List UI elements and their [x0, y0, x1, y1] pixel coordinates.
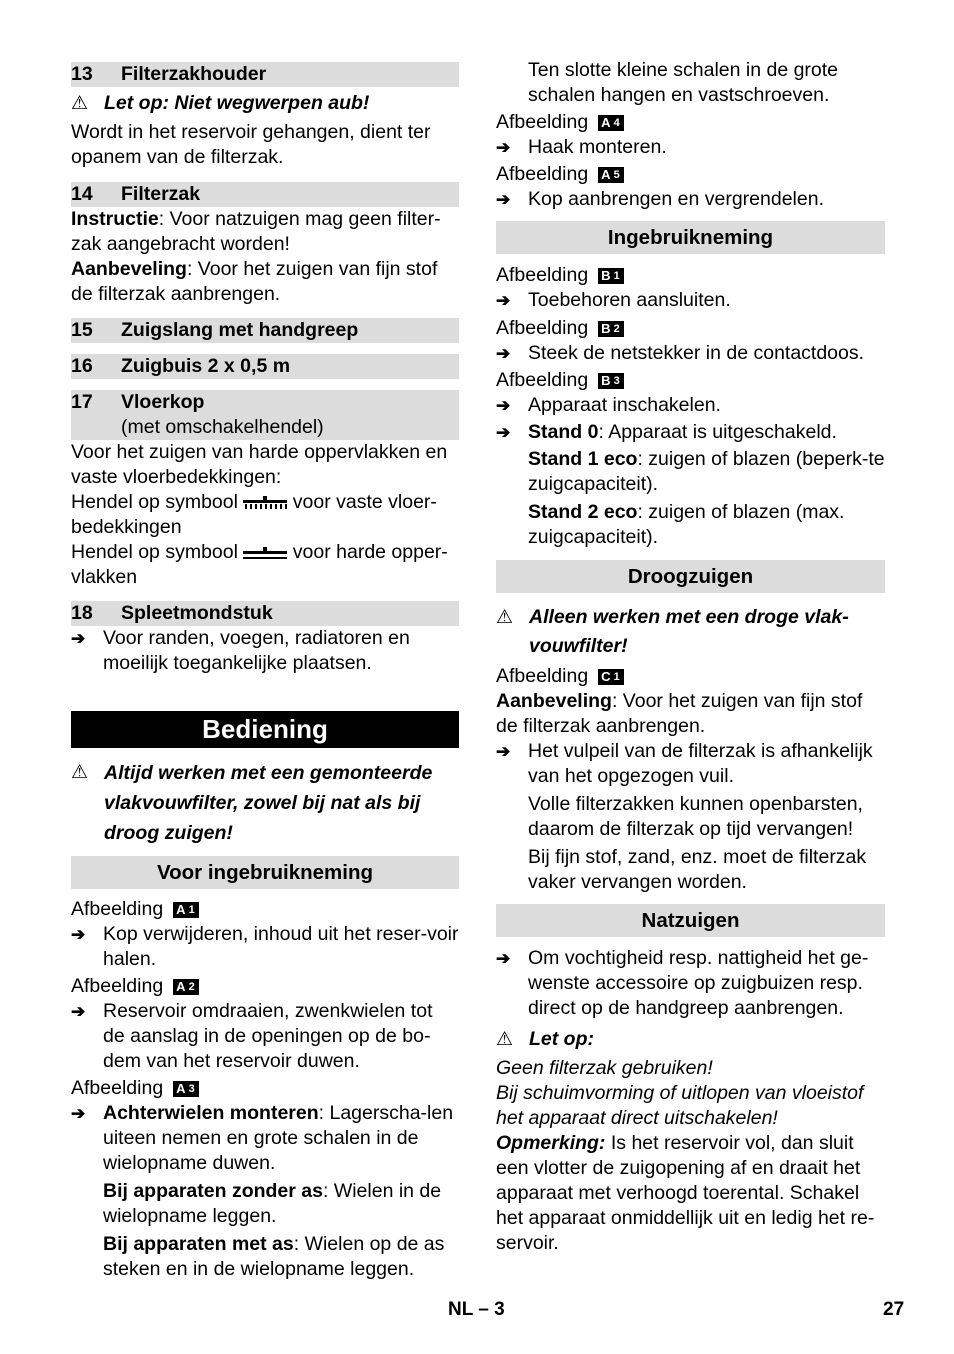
paragraph — [496, 447, 885, 497]
paragraph — [496, 1131, 885, 1256]
list-item — [496, 341, 885, 366]
text: voor harde opper-vlakken — [71, 541, 448, 588]
badge-number: 1 — [188, 903, 196, 916]
subsection-title: Voor ingebruikneming — [71, 856, 459, 889]
figure-label: Afbeelding — [71, 975, 164, 997]
text: : zuigen of blazen (beperk-te zuigcapaciteit). — [528, 448, 885, 495]
paragraph — [496, 500, 885, 550]
subsection-title: Natzuigen — [496, 904, 885, 937]
arrow-right-icon: ➔ — [496, 344, 511, 363]
carpet-symbol-icon — [243, 496, 287, 510]
section-number: 17 — [71, 391, 93, 413]
list-item — [496, 946, 885, 1021]
section-title: Spleetmondstuk — [121, 602, 273, 624]
figure-label: Afbeelding — [71, 1077, 164, 1099]
text: Om vochtigheid resp. nattigheid het ge-wenste accessoire op zuigbuizen resp. direct op de handgreep aanbrengen. — [528, 947, 869, 1019]
badge-number: 1 — [613, 670, 621, 683]
text: Kop verwijderen, inhoud uit het reser-voir halen. — [103, 923, 459, 970]
section-header-16 — [71, 354, 459, 379]
figure-reference — [71, 897, 459, 922]
badge-letter: A — [601, 166, 612, 182]
paragraph: Geen filterzak gebruiken! — [496, 1057, 713, 1079]
section-number: 14 — [71, 183, 93, 205]
arrow-right-icon: ➔ — [496, 190, 511, 209]
text: : Apparaat is uitgeschakeld. — [598, 421, 837, 443]
arrow-right-icon: ➔ — [71, 1002, 86, 1021]
text: : Voor het zuigen van fijn stof de filterzak aanbrengen. — [71, 258, 438, 305]
badge-letter: B — [601, 372, 612, 388]
figure-label: Afbeelding — [496, 369, 589, 391]
list-item — [71, 626, 459, 676]
warning-note — [496, 1027, 885, 1052]
warning-text: Let op: — [529, 1028, 594, 1050]
figure-badge — [598, 167, 624, 183]
section-title: Vloerkop — [121, 391, 205, 413]
section-header-18 — [71, 601, 459, 626]
arrow-right-icon: ➔ — [71, 1104, 86, 1123]
figure-badge — [598, 115, 624, 131]
figure-badge — [173, 1081, 199, 1097]
arrow-right-icon: ➔ — [496, 949, 511, 968]
list-item — [496, 739, 885, 789]
warning-note — [71, 758, 459, 848]
figure-label: Afbeelding — [496, 111, 589, 133]
list-item — [496, 288, 885, 313]
text: Haak monteren. — [528, 136, 667, 158]
section-title: Zuigslang met handgreep — [121, 319, 359, 341]
badge-number: 4 — [613, 116, 621, 129]
badge-letter: C — [601, 668, 612, 684]
figure-label: Afbeelding — [496, 665, 589, 687]
text: voor vaste vloer-bedekkingen — [71, 491, 437, 538]
section-header-14 — [71, 182, 459, 207]
paragraph: Bij schuimvorming of uitlopen van vloeistof het apparaat direct uitschakelen! — [496, 1082, 864, 1129]
right-column — [496, 58, 885, 1256]
badge-letter: A — [176, 978, 187, 994]
arrow-right-icon: ➔ — [71, 925, 86, 944]
badge-number: 3 — [613, 374, 621, 387]
bold-label: Aanbeveling — [71, 258, 187, 280]
bold-label: Opmerking: — [496, 1132, 606, 1154]
text: : Voor het zuigen van fijn stof de filterzak aanbrengen. — [496, 690, 863, 737]
figure-reference — [496, 162, 885, 187]
subsection-title: Ingebruikneming — [496, 221, 885, 254]
figure-label: Afbeelding — [496, 264, 589, 286]
paragraph — [71, 1232, 459, 1282]
subsection-title: Droogzuigen — [496, 560, 885, 593]
figure-reference — [496, 263, 885, 288]
paragraph: Wordt in het reservoir gehangen, dient ter opanem van de filterzak. — [71, 121, 431, 168]
left-column — [71, 62, 459, 1282]
badge-letter: A — [176, 1080, 187, 1096]
warning-text: Let op: Niet wegwerpen aub! — [104, 92, 370, 114]
section-title: Filterzak — [121, 183, 201, 205]
figure-reference — [496, 316, 885, 341]
text: : Voor natzuigen mag geen filter-zak aangebracht worden! — [71, 208, 441, 255]
paragraph: Volle filterzakken kunnen openbarsten, daarom de filterzak op tijd vervangen! — [528, 793, 863, 840]
figure-badge — [598, 373, 624, 389]
text: Hendel op symbool — [71, 541, 238, 563]
text: Kop aanbrengen en vergrendelen. — [528, 188, 824, 210]
arrow-right-icon: ➔ — [496, 291, 511, 310]
figure-badge — [598, 669, 624, 685]
bold-label: Stand 1 eco — [528, 448, 638, 470]
badge-number: 2 — [613, 322, 621, 335]
figure-badge — [173, 902, 199, 918]
list-item — [496, 187, 885, 212]
section-header-17 — [71, 390, 459, 440]
text: Is het reservoir vol, dan sluit een vlotter de zuigopening af en draait het apparaat met verhoogd toerental. Schakel het apparaat onmiddellijk uit en ledig het re-servoir. — [496, 1132, 875, 1254]
section-title: Zuigbuis 2 x 0,5 m — [121, 355, 291, 377]
section-header-15 — [71, 318, 459, 343]
section-number: 13 — [71, 63, 93, 85]
paragraph — [71, 257, 459, 307]
badge-letter: B — [601, 267, 612, 283]
arrow-right-icon: ➔ — [496, 423, 511, 442]
paragraph — [71, 540, 459, 590]
list-item — [496, 420, 885, 445]
chapter-title: Bediening — [71, 711, 459, 748]
bold-label: Achterwielen monteren — [103, 1102, 319, 1124]
figure-label: Afbeelding — [496, 163, 589, 185]
arrow-right-icon: ➔ — [496, 396, 511, 415]
figure-badge — [173, 979, 199, 995]
badge-letter: A — [176, 901, 187, 917]
warning-text: Alleen werken met een droge vlak-vouwfilter! — [529, 606, 849, 657]
paragraph: Voor het zuigen van harde oppervlakken en vaste vloerbedekkingen: — [71, 441, 448, 488]
paragraph — [496, 689, 885, 739]
list-item — [71, 1101, 459, 1176]
figure-label: Afbeelding — [496, 317, 589, 339]
section-number: 15 — [71, 319, 93, 341]
text: Steek de netstekker in de contactdoos. — [528, 342, 865, 364]
bold-label: Bij apparaten met as — [103, 1233, 294, 1255]
bold-label: Bij apparaten zonder as — [103, 1180, 323, 1202]
list-item — [496, 135, 885, 160]
figure-reference — [496, 368, 885, 393]
warning-text: Altijd werken met een gemonteerde vlakvouwfilter, zowel bij nat als bij droog zuigen! — [104, 762, 433, 844]
warning-triangle-icon: ⚠ — [496, 1029, 514, 1050]
paragraph — [71, 490, 459, 540]
text: Reservoir omdraaien, zwenkwielen tot de aanslag in de openingen op de bo-dem van het reservoir duwen. — [103, 1000, 433, 1072]
arrow-right-icon: ➔ — [496, 138, 511, 157]
bold-label: Instructie — [71, 208, 159, 230]
text: : Lagerscha-len uiteen nemen en grote schalen in de wielopname duwen. — [103, 1102, 454, 1174]
arrow-right-icon: ➔ — [71, 629, 86, 648]
warning-note — [71, 91, 459, 116]
text: : Wielen in de wielopname leggen. — [103, 1180, 442, 1227]
section-number: 16 — [71, 355, 93, 377]
badge-number: 3 — [188, 1082, 196, 1095]
text: Hendel op symbool — [71, 491, 238, 513]
section-title: Filterzakhouder — [121, 63, 267, 85]
warning-triangle-icon: ⚠ — [496, 607, 514, 628]
badge-letter: B — [601, 320, 612, 336]
bold-label: Aanbeveling — [496, 690, 612, 712]
figure-reference — [496, 664, 885, 689]
arrow-right-icon: ➔ — [496, 742, 511, 761]
text — [528, 420, 837, 445]
text: : zuigen of blazen (max. zuigcapaciteit). — [528, 501, 845, 548]
warning-triangle-icon: ⚠ — [71, 762, 89, 783]
figure-label: Afbeelding — [71, 898, 164, 920]
list-item — [71, 922, 459, 972]
paragraph: Ten slotte kleine schalen in de grote schalen hangen en vastschroeven. — [528, 59, 839, 106]
section-subtitle: (met omschakelhendel) — [121, 416, 324, 438]
bold-label: Stand 2 eco — [528, 501, 638, 523]
hard-floor-symbol-icon — [243, 546, 287, 560]
text: : Wielen op de as steken en in de wielopname leggen. — [103, 1233, 445, 1280]
paragraph: Bij fijn stof, zand, enz. moet de filterzak vaker vervangen worden. — [528, 846, 867, 893]
text: Het vulpeil van de filterzak is afhankelijk van het opgezogen vuil. — [528, 740, 873, 787]
page-number: 27 — [883, 1299, 905, 1320]
text: Voor randen, voegen, radiatoren en moeilijk toegankelijke plaatsen. — [103, 627, 410, 674]
badge-number: 1 — [613, 269, 621, 282]
figure-reference — [71, 1076, 459, 1101]
text — [103, 1101, 459, 1176]
figure-reference — [71, 974, 459, 999]
figure-badge — [598, 268, 624, 284]
list-item — [496, 393, 885, 418]
section-number: 18 — [71, 602, 93, 624]
paragraph — [71, 207, 459, 257]
section-header-13 — [71, 62, 459, 87]
text: Apparaat inschakelen. — [528, 394, 721, 416]
badge-letter: A — [601, 114, 612, 130]
warning-note — [496, 603, 885, 661]
figure-badge — [598, 321, 624, 337]
footer-language-page: NL – 3 — [448, 1299, 505, 1320]
text: Toebehoren aansluiten. — [528, 289, 731, 311]
figure-reference — [496, 110, 885, 135]
paragraph — [71, 1179, 459, 1229]
badge-number: 5 — [613, 168, 621, 181]
badge-number: 2 — [188, 980, 196, 993]
list-item — [71, 999, 459, 1074]
bold-label: Stand 0 — [528, 421, 599, 443]
warning-triangle-icon: ⚠ — [71, 93, 89, 114]
